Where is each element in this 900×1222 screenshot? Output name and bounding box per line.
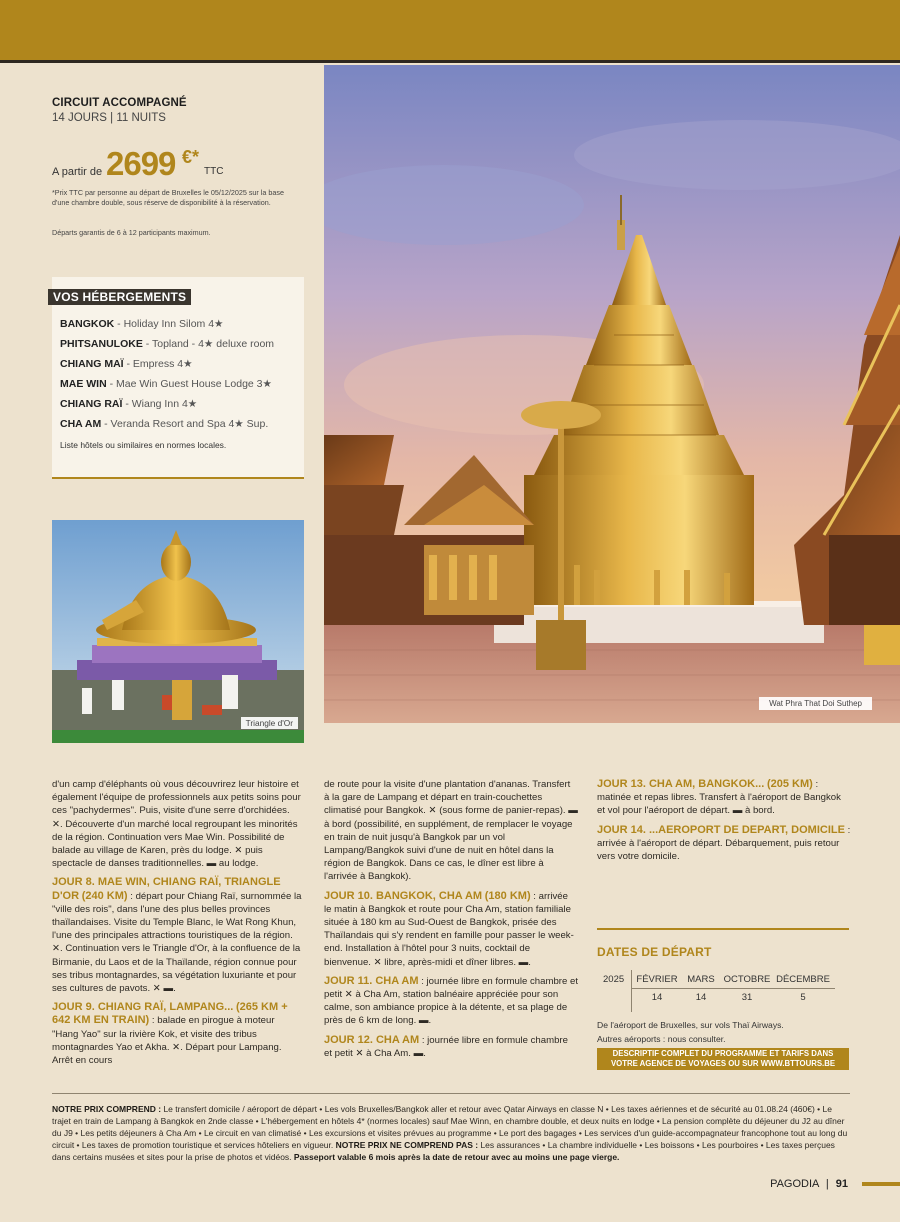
golden-buddha-photo xyxy=(52,520,304,743)
passport-note: Passeport valable 6 mois après la date de retour avec au moins une page vierge. xyxy=(293,1152,620,1163)
price-block xyxy=(52,145,312,185)
circuit-type: CIRCUIT ACCOMPAGNÉ xyxy=(52,97,187,109)
day: 14 xyxy=(651,992,663,1003)
page-footer xyxy=(770,1178,848,1190)
comprend-label: NOTRE PRIX COMPREND : xyxy=(52,1104,162,1114)
day14-title: JOUR 14. ...AEROPORT DE DEPART, DOMICILE xyxy=(597,823,845,836)
dates-year: 2025 xyxy=(603,974,625,985)
day9-continued: de route pour la visite d'une plantation d'ananas. Transfert à la gare de Lampang et départ en train-couchettes climatisé pour Bangkok. ✕ (sous forme de panier-repas). ▬ à bord (possibilité, en supplément, de remplacer le voyage en train de nuit jusqu'à Bangkok par un vol Lampang/Bangkok suivi d'une de nuit en hôtel dans la région de Bangkok. Dans ce cas, le dîner est libre à l'arrivée à Bangkok). xyxy=(324,779,578,883)
day9-km: (265 KM + 642 KM EN TRAIN) xyxy=(52,1001,288,1027)
month: FÉVRIER xyxy=(636,974,678,985)
brand-name: PAGODIA xyxy=(770,1178,819,1190)
day10-text: : arrivée le matin à Bangkok et route pour Cha Am, station familiale située à 180 km au Sud-Ouest de Bangkok, prisée des Thaïlandais qui s'y rendent en famille pour passer le week-end. Installation à l'hôtel pour 3 nuits, cocktail de bienvenue. ✕ libre, après-midi et dîner libres. ▬. xyxy=(324,890,574,968)
day11 xyxy=(324,975,578,1028)
day8-km: (240 KM) xyxy=(81,889,128,902)
footer-separator: | xyxy=(825,1178,829,1190)
day9-title: JOUR 9. CHIANG RAÏ, LAMPANG... xyxy=(52,1001,234,1014)
day8-title: JOUR 8. MAE WIN, CHIANG RAÏ, TRIANGLE D'OR xyxy=(52,876,281,902)
program-link-banner[interactable] xyxy=(597,1048,849,1070)
comprend-text: Le transfert domicile / aéroport de départ • Les vols Bruxelles/Bangkok aller et retour avec Qatar Airways en classe N • Les taxes aériennes et de sécurité au 01.08.24 (460€) • Le trajet en train de Lampang à Bangkok en 2nde classe • L'hébergement en hôtels 4* (normes locales) sauf Mae Winn, en chambre double, et deux nuits en lodge • La pension complète du déjeuner du J2 au dîner du J9 • Les petits déjeuners à Cha Am • Le circuit en van climatisé • Les excursions et visites prévues au programme • Le port des bagages • Les services d'un guide-accompagnateur francophone tout au long du circuit • Les taxes de promotion touristique et services hôteliers en vigueur. xyxy=(52,1104,848,1151)
day9 xyxy=(52,1001,302,1067)
day13-km: (205 KM) xyxy=(766,778,813,790)
other-airports-note: Autres aéroports : nous consulter. xyxy=(597,1034,726,1044)
itinerary-col-3 xyxy=(597,778,851,867)
day8-text: : départ pour Chiang Raï, surnommée la "ville des rois", dans l'une des plus belles provinces thaïlandaises. Visite du Temple Blanc, le Wat Rong Khun, l'une des principales attractions touristiques de la région. ✕. Continuation vers le Triangle d'Or, à la confluence de la Birmanie, du Laos et de la Thaïlande, région connue pour ses tribus montagnardes, sa végétation luxuriante et pour ses cultures de pavots. ✕ ▬. xyxy=(52,890,302,995)
circuit-duration: 14 JOURS | 11 NUITS xyxy=(52,112,166,124)
day13-text: : matinée et repas libres. Transfert à l'aéroport de Bangkok et vol pour l'aéroport de départ. ▬ à bord. xyxy=(597,779,841,817)
day12-text: : journée libre en formule chambre et petit ✕ à Cha Am. ▬. xyxy=(324,1034,568,1059)
list-item: MAE WIN - Mae Win Guest House Lodge 3★ xyxy=(60,378,272,390)
day11-title: JOUR 11. CHA AM xyxy=(324,974,419,987)
itinerary-col-1 xyxy=(52,778,302,1071)
day7-continued: d'un camp d'éléphants où vous découvrirez leur histoire et également l'équipe de professionnels aux petits soins pour ces "pachydermes". Puis, visite d'une serre d'orchidées. ✕. Découverte d'un marché local regroupant les minorités de la région. Continuation vers Mae Win. Possibilité de balade au village de Karen, près du lodge. ✕ puis spectacle de danses traditionnelles. ▬ au lodge. xyxy=(52,779,301,870)
page-number: 91 xyxy=(835,1178,848,1190)
month: MARS xyxy=(687,974,715,985)
cta-line-1: DESCRIPTIF COMPLET DU PROGRAMME ET TARIFS DANS xyxy=(612,1049,834,1058)
day14 xyxy=(597,824,851,864)
price-note: *Prix TTC par personne au départ de Bruxelles le 05/12/2025 sur la base d'une chambre double, sous réserve de disponibilité à la réservation. xyxy=(52,188,285,207)
top-band xyxy=(0,0,900,60)
day: 31 xyxy=(741,992,753,1003)
day8 xyxy=(52,876,302,995)
itinerary-col-2 xyxy=(324,778,578,1064)
day11-text: : journée libre en formule chambre et petit ✕ à Cha Am, station balnéaire appréciée pour son calme, son ambiance propice à la détente, et sa plage de près de 6 km de long. ▬. xyxy=(324,975,578,1027)
hero-temple-photo xyxy=(324,65,900,723)
month: OCTOBRE xyxy=(723,974,771,985)
month: DÉCEMBRE xyxy=(776,974,830,985)
day12 xyxy=(324,1034,578,1060)
footer-accent xyxy=(862,1182,900,1186)
top-divider xyxy=(0,60,900,63)
list-item: CHA AM - Veranda Resort and Spa 4★ Sup. xyxy=(60,418,269,430)
day14-text: : arrivée à l'aéroport de départ. Débarquement, puis retour vers votre domicile. xyxy=(597,824,851,863)
day10-title: JOUR 10. BANGKOK, CHA AM xyxy=(324,889,483,902)
day13 xyxy=(597,778,851,818)
cta-line-2: VOTRE AGENCE DE VOYAGES OU SUR WWW.BTTOURS.BE xyxy=(610,1059,836,1068)
divider xyxy=(52,477,304,479)
day9-text: : balade en pirogue à moteur "Hang Yao" sur la rivière Kok, et visite des tribus montagnardes Yao et Akha. ✕. Départ pour Lampang. Arrêt en cours xyxy=(52,1015,282,1067)
dates-table xyxy=(597,968,837,1014)
price-ttc: TTC xyxy=(204,166,224,177)
departures-note: Départs garantis de 6 à 12 participants maximum. xyxy=(52,228,211,237)
price-currency: €* xyxy=(182,147,200,167)
day10 xyxy=(324,890,578,969)
day: 14 xyxy=(695,992,707,1003)
price-value: 2699 xyxy=(106,145,176,182)
ne-comprend-text: Les assurances • La chambre individuelle • Les boissons • Les pourboires • Les taxes perçues dans certains musées et sites pour la prise de photos et vidéos. xyxy=(52,1140,835,1163)
price-conditions xyxy=(52,1103,850,1163)
hotels-title: VOS HÉBERGEMENTS xyxy=(48,289,191,305)
hero-caption: Wat Phra That Doi Suthep xyxy=(759,697,872,710)
day13-title: JOUR 13. CHA AM, BANGKOK... xyxy=(597,778,765,790)
hotels-list xyxy=(60,318,300,438)
divider xyxy=(52,1093,850,1094)
ne-comprend-label: NOTRE PRIX NE COMPREND PAS : xyxy=(335,1140,479,1151)
list-item: CHIANG RAÏ - Wiang Inn 4★ xyxy=(60,398,198,410)
day12-title: JOUR 12. CHA AM xyxy=(324,1033,420,1046)
day: 5 xyxy=(800,992,806,1003)
list-item: BANGKOK - Holiday Inn Silom 4★ xyxy=(60,318,224,330)
divider xyxy=(597,928,849,930)
price-prefix: A partir de xyxy=(52,166,103,178)
departure-airport-note: De l'aéroport de Bruxelles, sur vols Thaï Airways. xyxy=(597,1020,784,1030)
hotels-note: Liste hôtels ou similaires en normes locales. xyxy=(60,440,227,450)
list-item: CHIANG MAÏ - Empress 4★ xyxy=(60,358,193,370)
list-item: PHITSANULOKE - Topland - 4★ deluxe room xyxy=(60,338,275,350)
buddha-caption: Triangle d'Or xyxy=(241,717,298,729)
day10-km: (180 KM) xyxy=(484,889,531,902)
dates-title: DATES DE DÉPART xyxy=(597,945,712,959)
